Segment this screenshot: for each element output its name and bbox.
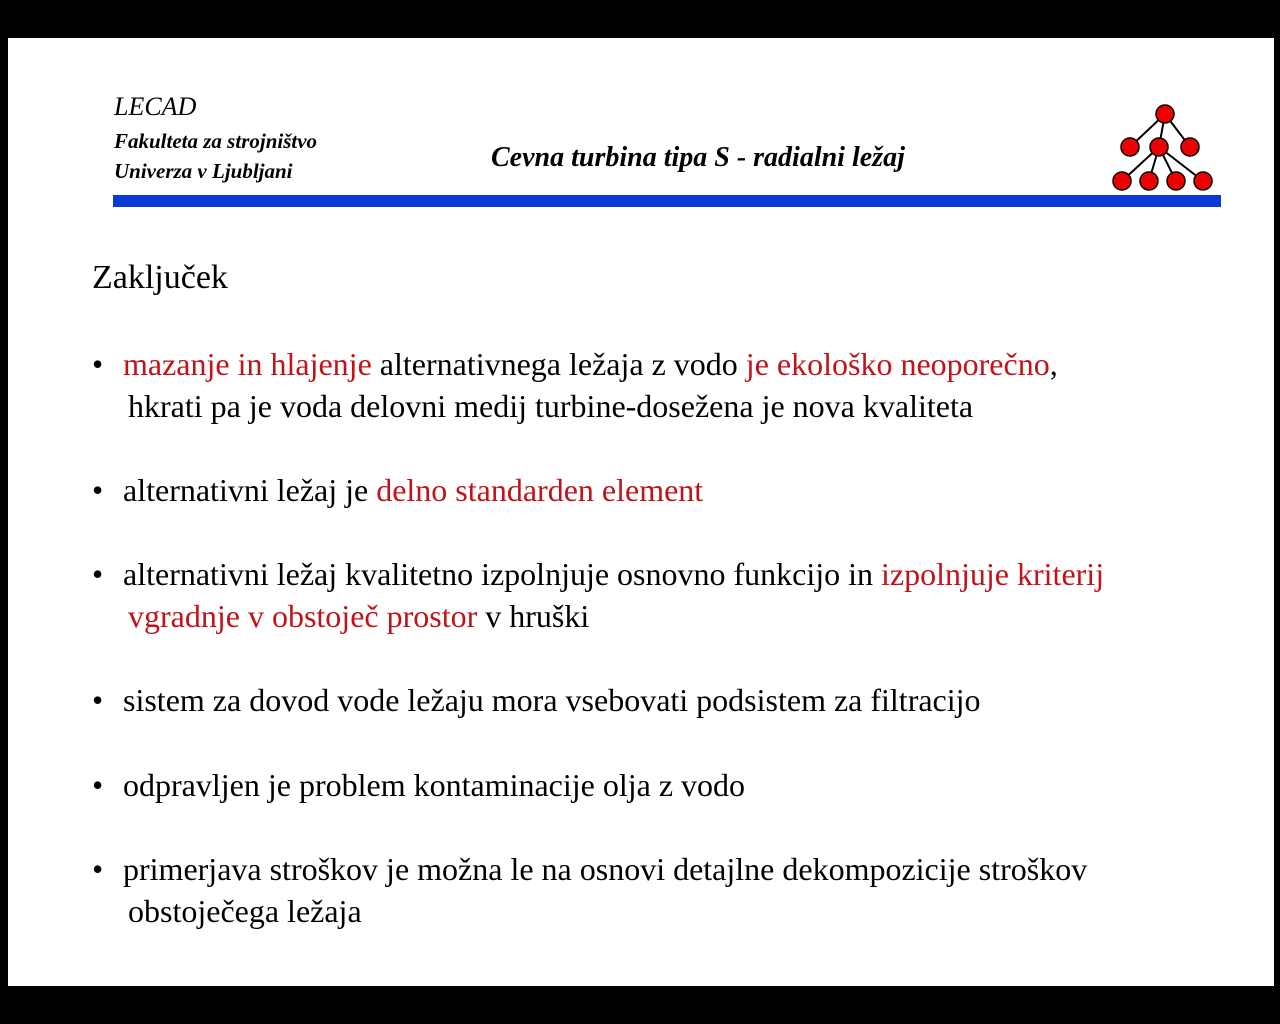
bullet-icon: •	[92, 767, 104, 803]
text-segment: hkrati pa je voda delovni medij turbine-dosežena je nova kvaliteta	[128, 388, 974, 424]
bullet-icon: •	[92, 556, 104, 592]
faculty-name: Fakulteta za strojništvo	[114, 129, 318, 153]
bullet-line-1	[123, 679, 981, 721]
text-segment: obstoječega ležaja	[128, 893, 362, 929]
slide-title: Cevna turbina tipa S - radialni ležaj	[491, 142, 905, 173]
highlighted-text: izpolnjuje kriterij	[881, 556, 1105, 592]
bullet-line-2	[128, 385, 973, 427]
slide	[8, 38, 1274, 986]
highlighted-text: delno standarden element	[376, 472, 704, 508]
bullet-line-2	[128, 890, 362, 932]
highlighted-text: vgradnje v obstoječ prostor	[128, 598, 478, 634]
section-heading: Zaključek	[92, 259, 228, 296]
text-segment: ,	[1049, 346, 1058, 382]
university-name: Univerza v Ljubljani	[114, 159, 293, 183]
header-divider	[113, 195, 1221, 207]
bullet-icon: •	[92, 472, 104, 508]
text-segment: alternativnega ležaja z vodo	[371, 346, 746, 382]
bullet-line-1	[123, 764, 745, 806]
bullet-line-2	[128, 595, 589, 637]
text-segment: sistem za dovod vode ležaju mora vsebovati podsistem za filtracijo	[123, 682, 981, 718]
text-segment: odpravljen je problem kontaminacije olja z vodo	[123, 767, 746, 803]
text-segment: alternativni ležaj je	[123, 472, 377, 508]
text-segment: v hruški	[477, 598, 590, 634]
bullet-icon: •	[92, 346, 104, 382]
text-segment: alternativni ležaj kvalitetno izpolnjuje osnovno funkcijo in	[123, 556, 882, 592]
text-segment: primerjava stroškov je možna le na osnovi detajlne dekompozicije stroškov	[123, 851, 1088, 887]
bullet-line-1	[123, 553, 1104, 595]
highlighted-text: mazanje in hlajenje	[123, 346, 372, 382]
tree-network-icon	[1108, 100, 1228, 196]
bullet-icon: •	[92, 851, 104, 887]
bullet-line-1	[123, 469, 703, 511]
bullet-icon: •	[92, 682, 104, 718]
bullet-line-1	[123, 343, 1058, 385]
highlighted-text: je ekološko neoporečno	[745, 346, 1050, 382]
institute-name: LECAD	[114, 92, 197, 121]
bullet-line-1	[123, 848, 1087, 890]
